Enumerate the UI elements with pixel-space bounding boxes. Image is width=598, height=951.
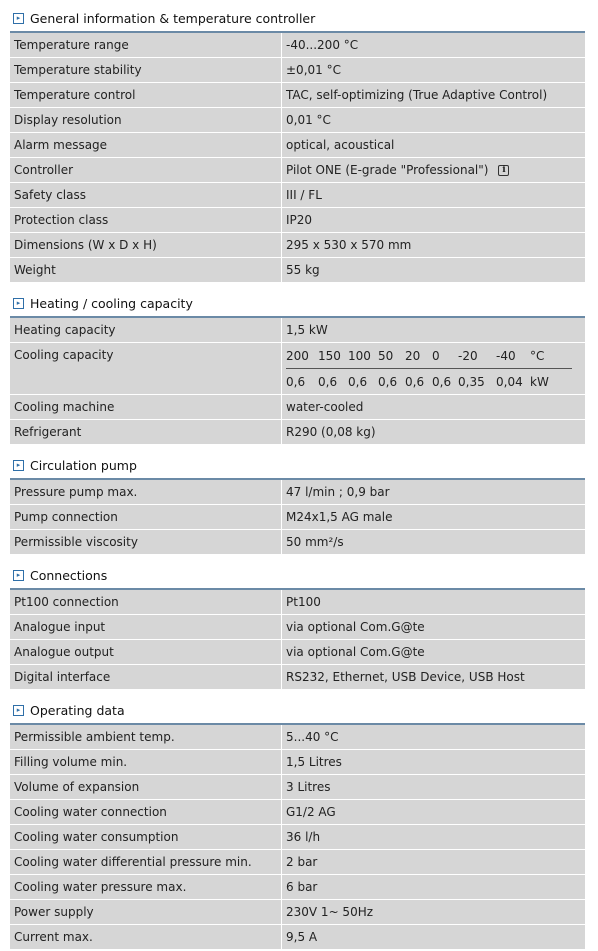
spec-value: optical, acoustical <box>282 133 585 157</box>
spec-label: Cooling water differential pressure min. <box>10 850 282 874</box>
spec-row <box>10 318 585 343</box>
section-arrow-icon: ▸ <box>13 298 24 309</box>
info-icon[interactable]: i <box>498 165 509 176</box>
spec-label: Cooling water consumption <box>10 825 282 849</box>
spec-value: IP20 <box>282 208 585 232</box>
section-header[interactable] <box>10 698 585 725</box>
spec-row <box>10 800 585 825</box>
spec-row <box>10 58 585 83</box>
spec-value: 9,5 A <box>282 925 585 949</box>
spec-value: 1,5 kW <box>282 318 585 342</box>
spec-value: 55 kg <box>282 258 585 282</box>
spec-value: ±0,01 °C <box>282 58 585 82</box>
spec-row <box>10 615 585 640</box>
spec-value: TAC, self-optimizing (True Adaptive Control) <box>282 83 585 107</box>
spec-value: via optional Com.G@te <box>282 615 585 639</box>
section-circulation-pump <box>10 453 585 555</box>
spec-value: Pilot ONE (E-grade "Professional") <box>286 163 489 177</box>
spec-row <box>10 208 585 233</box>
capacities-cell: 0,04 <box>496 374 523 389</box>
spec-label: Digital interface <box>10 665 282 689</box>
spec-value: 1,5 Litres <box>282 750 585 774</box>
capacities-cell: 0,6 <box>286 374 306 389</box>
temps-cell: -40 <box>496 348 516 363</box>
spec-row <box>10 258 585 283</box>
spec-value: 2 bar <box>282 850 585 874</box>
spec-row <box>10 725 585 750</box>
temps-cell: 0 <box>432 348 440 363</box>
spec-label: Volume of expansion <box>10 775 282 799</box>
spec-row <box>10 108 585 133</box>
temps-cell: °C <box>530 348 545 363</box>
spec-value: RS232, Ethernet, USB Device, USB Host <box>282 665 585 689</box>
spec-label: Refrigerant <box>10 420 282 444</box>
spec-label: Temperature stability <box>10 58 282 82</box>
spec-value: 3 Litres <box>282 775 585 799</box>
spec-value: 36 l/h <box>282 825 585 849</box>
spec-value: water-cooled <box>282 395 585 419</box>
spec-row <box>10 775 585 800</box>
spec-row <box>10 83 585 108</box>
section-header[interactable] <box>10 453 585 480</box>
spec-label: Cooling capacity <box>10 343 282 394</box>
spec-row <box>10 825 585 850</box>
spec-value-cell <box>282 158 585 182</box>
temps-cell: 20 <box>405 348 421 363</box>
spec-value: 50 mm²/s <box>282 530 585 554</box>
spec-value: 5...40 °C <box>282 725 585 749</box>
section-title: Operating data <box>30 702 125 718</box>
spec-row <box>10 395 585 420</box>
spec-label: Filling volume min. <box>10 750 282 774</box>
cooling-table <box>286 343 572 394</box>
spec-label: Pt100 connection <box>10 590 282 614</box>
temps-cell: 50 <box>378 348 394 363</box>
spec-value: G1/2 AG <box>282 800 585 824</box>
spec-value: 6 bar <box>282 875 585 899</box>
section-header[interactable] <box>10 563 585 590</box>
spec-row <box>10 480 585 505</box>
spec-label: Pressure pump max. <box>10 480 282 504</box>
capacities-cell: kW <box>530 374 549 389</box>
spec-label: Controller <box>10 158 282 182</box>
spec-label: Temperature control <box>10 83 282 107</box>
spec-label: Pump connection <box>10 505 282 529</box>
spec-value: Pt100 <box>282 590 585 614</box>
cooling-capacities-row <box>286 369 572 394</box>
section-title: Heating / cooling capacity <box>30 295 193 311</box>
spec-row <box>10 530 585 555</box>
section-arrow-icon: ▸ <box>13 705 24 716</box>
spec-value: 47 l/min ; 0,9 bar <box>282 480 585 504</box>
section-operating-data <box>10 698 585 950</box>
capacities-cell: 0,35 <box>458 374 485 389</box>
spec-row <box>10 900 585 925</box>
spec-label: Analogue input <box>10 615 282 639</box>
spec-value: III / FL <box>282 183 585 207</box>
capacities-cell: 0,6 <box>348 374 368 389</box>
spec-row <box>10 640 585 665</box>
spec-label: Display resolution <box>10 108 282 132</box>
spec-row <box>10 33 585 58</box>
spec-label: Cooling machine <box>10 395 282 419</box>
spec-row <box>10 875 585 900</box>
spec-row <box>10 343 585 395</box>
spec-row <box>10 850 585 875</box>
spec-label: Heating capacity <box>10 318 282 342</box>
spec-row <box>10 233 585 258</box>
spec-value: 295 x 530 x 570 mm <box>282 233 585 257</box>
spec-row <box>10 590 585 615</box>
cooling-temps-row <box>286 343 572 369</box>
temps-cell: 150 <box>318 348 341 363</box>
spec-row <box>10 158 585 183</box>
temps-cell: 100 <box>348 348 371 363</box>
spec-row <box>10 183 585 208</box>
section-connections <box>10 563 585 690</box>
section-header[interactable] <box>10 6 585 33</box>
spec-row <box>10 750 585 775</box>
spec-label: Permissible ambient temp. <box>10 725 282 749</box>
spec-row <box>10 665 585 690</box>
temps-cell: 200 <box>286 348 309 363</box>
spec-label: Permissible viscosity <box>10 530 282 554</box>
spec-value: -40...200 °C <box>282 33 585 57</box>
section-title: General information & temperature controller <box>30 10 316 26</box>
capacities-cell: 0,6 <box>378 374 398 389</box>
spec-label: Cooling water connection <box>10 800 282 824</box>
section-title: Circulation pump <box>30 457 137 473</box>
section-general <box>10 6 585 283</box>
spec-label: Cooling water pressure max. <box>10 875 282 899</box>
section-title: Connections <box>30 567 108 583</box>
spec-label: Dimensions (W x D x H) <box>10 233 282 257</box>
spec-label: Temperature range <box>10 33 282 57</box>
section-arrow-icon: ▸ <box>13 460 24 471</box>
spec-label: Alarm message <box>10 133 282 157</box>
spec-value: 0,01 °C <box>282 108 585 132</box>
spec-row <box>10 133 585 158</box>
temps-cell: -20 <box>458 348 478 363</box>
spec-row <box>10 505 585 530</box>
spec-label: Weight <box>10 258 282 282</box>
spec-value: M24x1,5 AG male <box>282 505 585 529</box>
section-arrow-icon: ▸ <box>13 570 24 581</box>
section-heating-cooling <box>10 291 585 445</box>
spec-value: via optional Com.G@te <box>282 640 585 664</box>
spec-label: Safety class <box>10 183 282 207</box>
section-arrow-icon: ▸ <box>13 13 24 24</box>
spec-row <box>10 925 585 950</box>
spec-label: Analogue output <box>10 640 282 664</box>
capacities-cell: 0,6 <box>432 374 452 389</box>
spec-row <box>10 420 585 445</box>
section-header[interactable] <box>10 291 585 318</box>
spec-value: R290 (0,08 kg) <box>282 420 585 444</box>
spec-value: 230V 1~ 50Hz <box>282 900 585 924</box>
cooling-capacity-table <box>282 343 585 394</box>
capacities-cell: 0,6 <box>405 374 425 389</box>
spec-label: Protection class <box>10 208 282 232</box>
spec-label: Current max. <box>10 925 282 949</box>
capacities-cell: 0,6 <box>318 374 338 389</box>
spec-label: Power supply <box>10 900 282 924</box>
